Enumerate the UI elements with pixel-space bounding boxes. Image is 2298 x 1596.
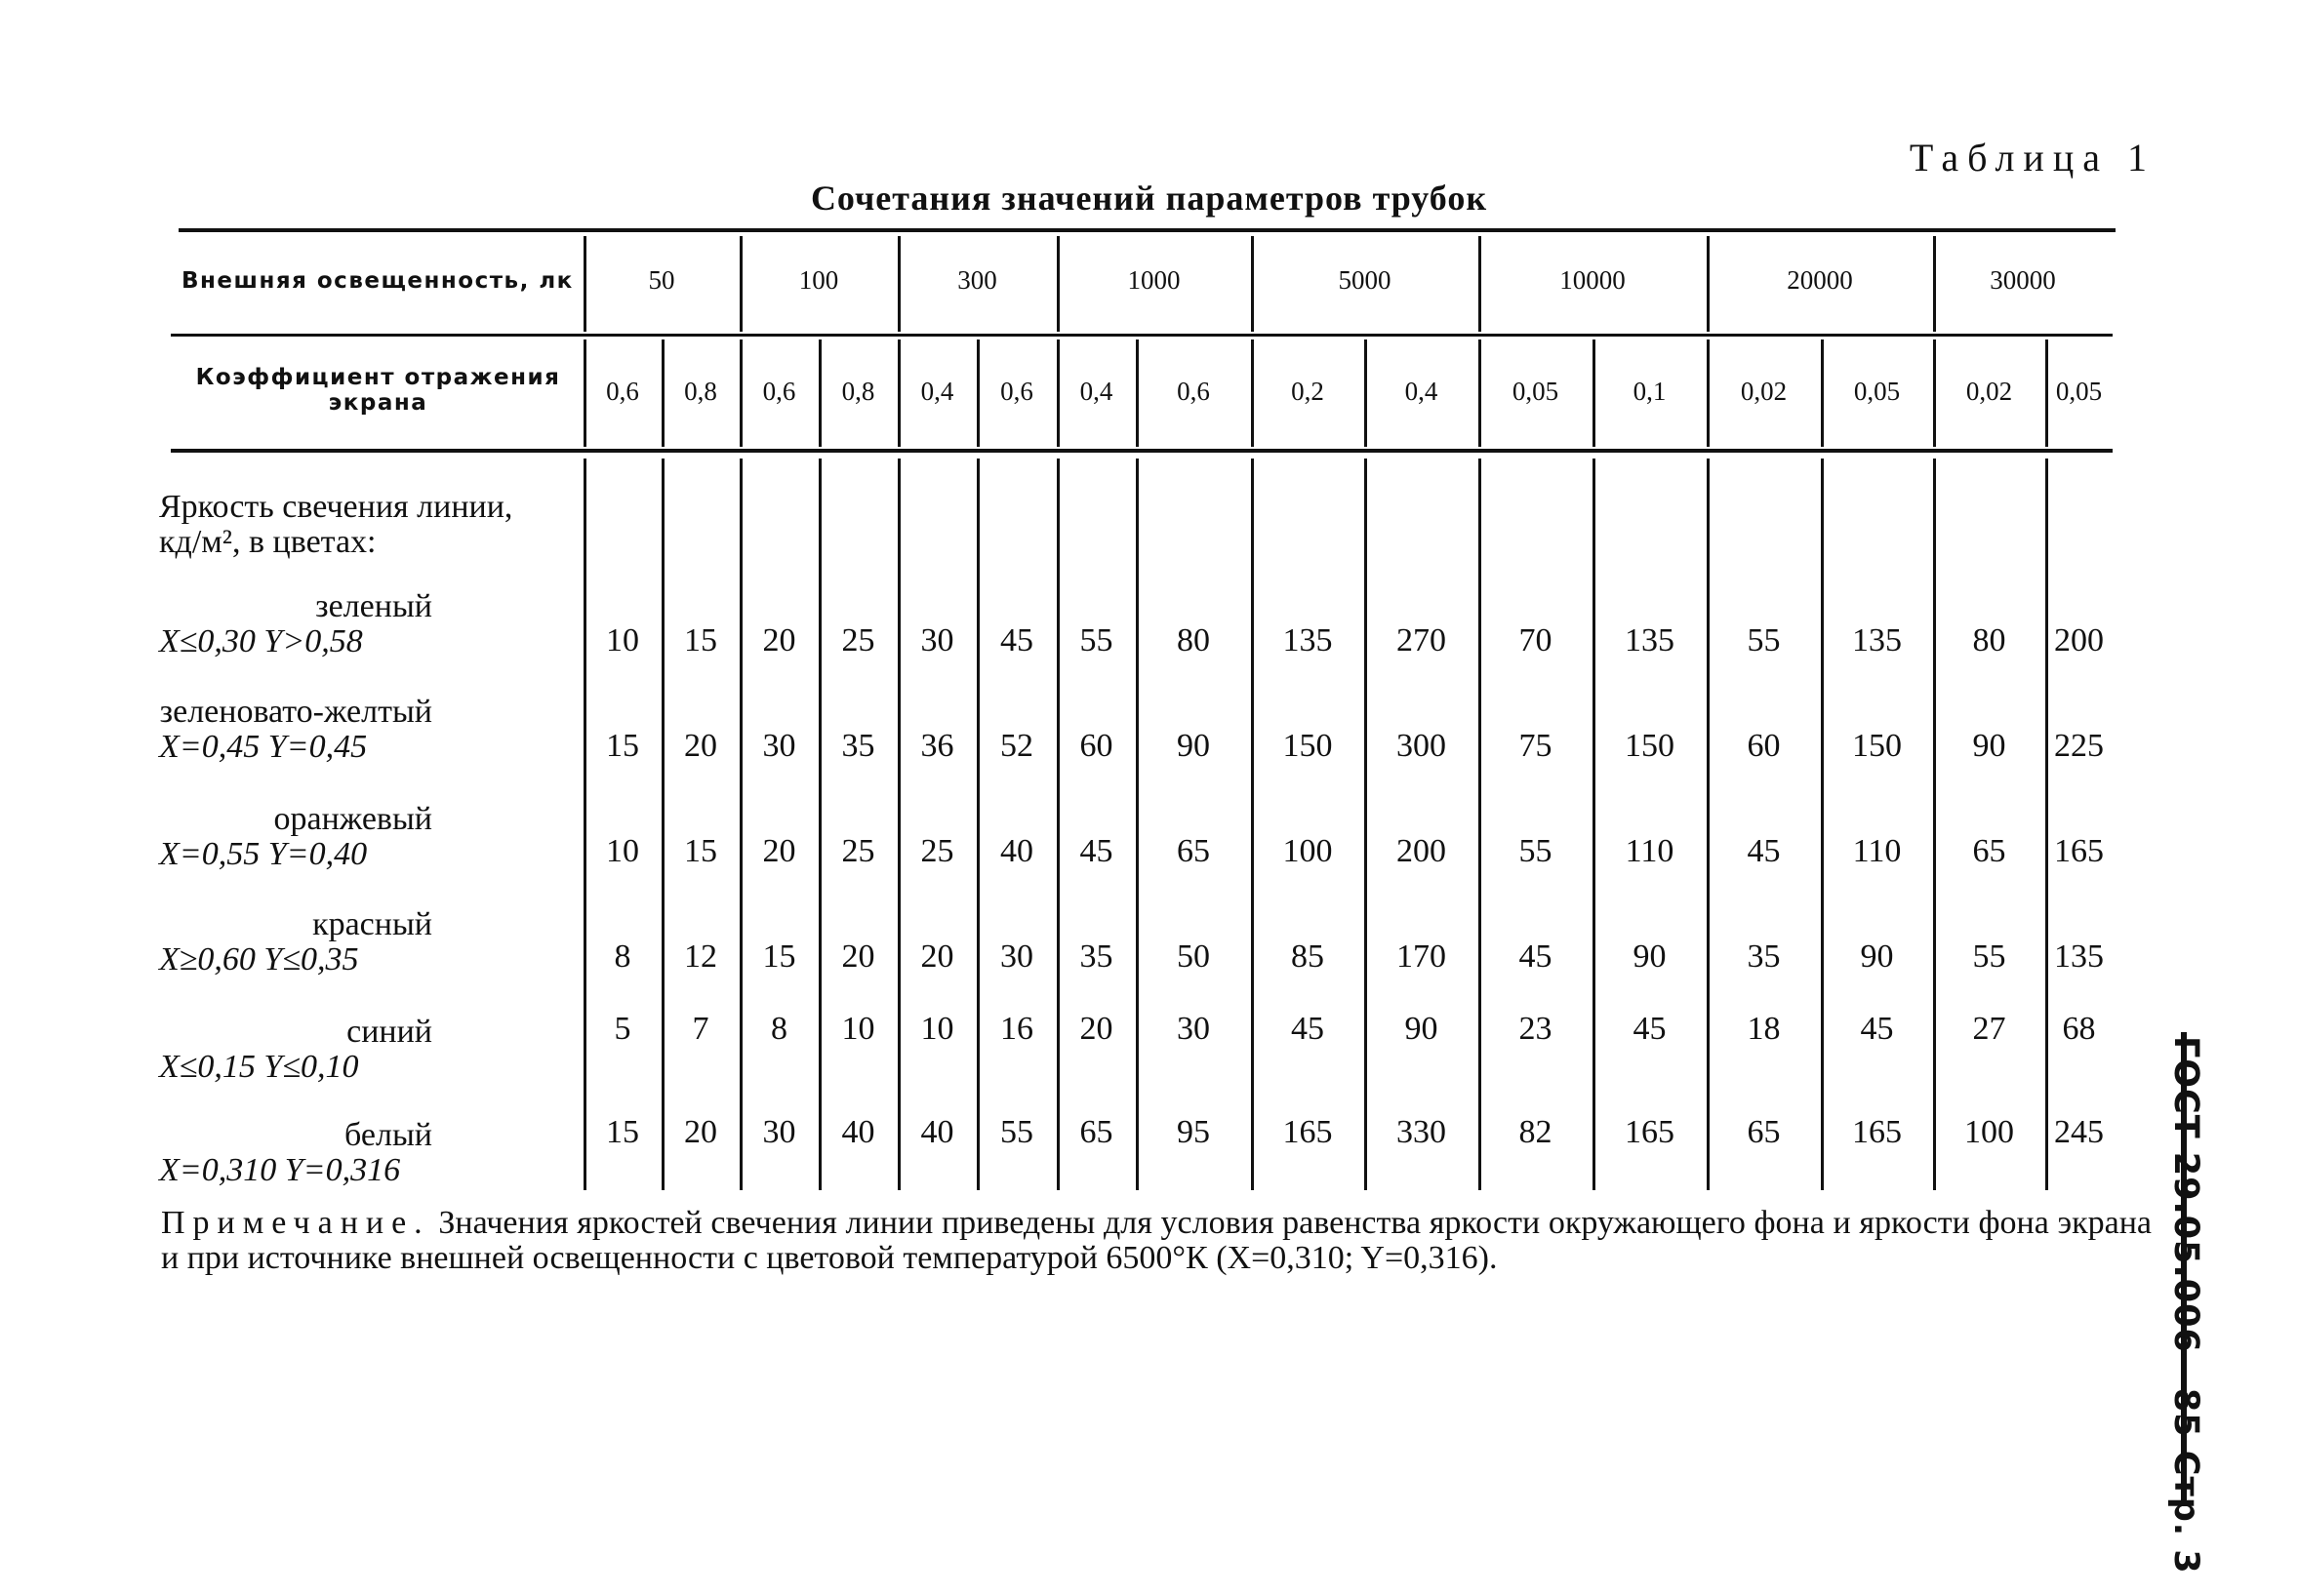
column-divider bbox=[1592, 459, 1595, 1190]
table-cell: 80 bbox=[1177, 622, 1210, 658]
table-cell: 55 bbox=[1000, 1114, 1033, 1150]
table-cell: 165 bbox=[1282, 1114, 1333, 1150]
table-cell: 45 bbox=[1747, 833, 1781, 869]
column-divider bbox=[1707, 459, 1710, 1190]
reflection-value: 0,8 bbox=[684, 377, 717, 406]
reflection-value: 0,4 bbox=[920, 377, 954, 406]
table-cell: 10 bbox=[606, 622, 639, 658]
reflection-value: 0,4 bbox=[1079, 377, 1113, 406]
group-rule bbox=[909, 334, 1045, 337]
note-head: Примечание. bbox=[161, 1205, 430, 1241]
column-divider bbox=[662, 459, 665, 1190]
table-cell: 8 bbox=[771, 1011, 787, 1047]
row-color-name: белый bbox=[344, 1117, 432, 1153]
table-cell: 82 bbox=[1518, 1114, 1552, 1150]
reflection-value: 0,05 bbox=[1853, 377, 1901, 406]
table-cell: 35 bbox=[841, 728, 875, 764]
column-divider bbox=[1251, 459, 1254, 1190]
table-cell: 110 bbox=[1625, 833, 1674, 869]
table-cell: 65 bbox=[1747, 1114, 1781, 1150]
table-cell: 10 bbox=[920, 1011, 954, 1047]
table-cell: 150 bbox=[1625, 728, 1674, 764]
table-cell: 20 bbox=[841, 938, 875, 975]
table-label: Таблица 1 bbox=[1909, 136, 2156, 180]
reflection-value: 0,4 bbox=[1404, 377, 1438, 406]
table-cell: 25 bbox=[920, 833, 954, 869]
table-cell: 7 bbox=[692, 1011, 709, 1047]
row-color-name: синий bbox=[346, 1014, 432, 1050]
reflection-label-line1: Коэффициент отражения bbox=[195, 365, 561, 390]
table-cell: 45 bbox=[1291, 1011, 1324, 1047]
table-cell: 15 bbox=[606, 728, 639, 764]
reflection-value: 0,2 bbox=[1291, 377, 1324, 406]
table-cell: 60 bbox=[1747, 728, 1781, 764]
table-cell: 20 bbox=[1079, 1011, 1113, 1047]
table-cell: 45 bbox=[1079, 833, 1113, 869]
table-cell: 225 bbox=[2054, 728, 2104, 764]
column-divider bbox=[1136, 459, 1139, 1190]
table-cell: 135 bbox=[2054, 938, 2104, 975]
table-cell: 55 bbox=[1518, 833, 1552, 869]
reflection-label-line2: экрана bbox=[328, 390, 428, 416]
table-cell: 12 bbox=[684, 938, 717, 975]
table-cell: 60 bbox=[1079, 728, 1113, 764]
row-color-name: оранжевый bbox=[273, 801, 432, 837]
table-cell: 27 bbox=[1972, 1011, 2006, 1047]
column-divider bbox=[819, 459, 822, 1190]
illumination-group: 100 bbox=[798, 265, 839, 295]
table-cell: 40 bbox=[841, 1114, 875, 1150]
table-cell: 52 bbox=[1000, 728, 1033, 764]
reflection-value: 0,6 bbox=[1177, 377, 1210, 406]
table-cell: 90 bbox=[1404, 1011, 1438, 1047]
table-cell: 20 bbox=[684, 728, 717, 764]
illumination-group: 30000 bbox=[1990, 265, 2056, 295]
table-cell: 100 bbox=[1964, 1114, 2014, 1150]
table-cell: 150 bbox=[1282, 728, 1333, 764]
table-title: Сочетания значений параметров трубок bbox=[810, 179, 1488, 218]
illumination-label: Внешняя освещенность, лк bbox=[181, 268, 574, 294]
table-cell: 45 bbox=[1860, 1011, 1894, 1047]
body-heading-line1: Яркость свечения линии, bbox=[159, 489, 513, 525]
table-cell: 45 bbox=[1518, 938, 1552, 975]
table-cell: 135 bbox=[1852, 622, 1902, 658]
table-cell: 300 bbox=[1396, 728, 1446, 764]
reflection-value: 0,05 bbox=[1512, 377, 1559, 406]
table-cell: 45 bbox=[1633, 1011, 1667, 1047]
document-side-label: ГОСТ 29.05.006—85 Стр. 3 bbox=[2166, 1036, 2205, 1575]
illumination-group: 50 bbox=[648, 265, 675, 295]
table-cell: 80 bbox=[1972, 622, 2006, 658]
reflection-value: 0,6 bbox=[606, 377, 639, 406]
table-cell: 65 bbox=[1972, 833, 2006, 869]
table-cell: 90 bbox=[1177, 728, 1210, 764]
table-cell: 23 bbox=[1518, 1011, 1552, 1047]
table-cell: 18 bbox=[1747, 1011, 1781, 1047]
table-cell: 40 bbox=[920, 1114, 954, 1150]
table-cell: 65 bbox=[1079, 1114, 1113, 1150]
table-cell: 10 bbox=[841, 1011, 875, 1047]
column-divider bbox=[1821, 459, 1824, 1190]
column-divider bbox=[898, 459, 901, 1190]
reflection-value: 0,02 bbox=[1965, 377, 2013, 406]
column-divider bbox=[1364, 459, 1367, 1190]
body-heading-line2: кд/м², в цветах: bbox=[159, 524, 377, 560]
table-cell: 30 bbox=[1000, 938, 1033, 975]
group-rule bbox=[595, 334, 728, 337]
table-cell: 5 bbox=[614, 1011, 631, 1047]
table-cell: 15 bbox=[762, 938, 796, 975]
column-divider bbox=[740, 459, 743, 1190]
table-cell: 20 bbox=[920, 938, 954, 975]
table-cell: 135 bbox=[1625, 622, 1674, 658]
table-cell: 16 bbox=[1000, 1011, 1033, 1047]
table-cell: 55 bbox=[1747, 622, 1781, 658]
table-cell: 245 bbox=[2054, 1114, 2104, 1150]
row-coordinates: X≤0,30 Y>0,58 bbox=[159, 623, 363, 659]
table-cell: 70 bbox=[1518, 622, 1552, 658]
reflection-value: 0,8 bbox=[841, 377, 875, 406]
table-cell: 165 bbox=[1852, 1114, 1902, 1150]
table-cell: 30 bbox=[1177, 1011, 1210, 1047]
illumination-group: 20000 bbox=[1787, 265, 1853, 295]
column-divider bbox=[1478, 459, 1481, 1190]
row-coordinates: X≤0,15 Y≤0,10 bbox=[159, 1049, 359, 1085]
table-cell: 330 bbox=[1396, 1114, 1446, 1150]
table-cell: 15 bbox=[684, 622, 717, 658]
table-cell: 25 bbox=[841, 833, 875, 869]
row-color-name: зеленый bbox=[315, 588, 432, 624]
row-color-name: красный bbox=[312, 906, 432, 942]
reflection-value: 0,1 bbox=[1633, 377, 1667, 406]
table-cell: 8 bbox=[614, 938, 631, 975]
table-cell: 30 bbox=[920, 622, 954, 658]
table-cell: 110 bbox=[1852, 833, 1902, 869]
group-rule bbox=[1718, 334, 1921, 337]
table-cell: 165 bbox=[1625, 1114, 1674, 1150]
group-rule bbox=[1490, 334, 1695, 337]
row-coordinates: X≥0,60 Y≤0,35 bbox=[159, 941, 359, 978]
reflection-value: 0,05 bbox=[2055, 377, 2103, 406]
table-cell: 135 bbox=[1282, 622, 1333, 658]
column-divider bbox=[977, 459, 980, 1190]
illumination-group: 5000 bbox=[1338, 265, 1391, 295]
table-note bbox=[161, 1206, 2152, 1276]
table-cell: 90 bbox=[1860, 938, 1894, 975]
table-cell: 68 bbox=[2062, 1011, 2096, 1047]
table-cell: 55 bbox=[1079, 622, 1113, 658]
table-cell: 20 bbox=[762, 833, 796, 869]
illumination-group: 10000 bbox=[1559, 265, 1626, 295]
table-cell: 45 bbox=[1000, 622, 1033, 658]
header-rule-2 bbox=[171, 449, 2113, 453]
illumination-group: 300 bbox=[957, 265, 997, 295]
table-cell: 25 bbox=[841, 622, 875, 658]
table-cell: 35 bbox=[1079, 938, 1113, 975]
column-divider bbox=[1057, 459, 1060, 1190]
table-cell: 270 bbox=[1396, 622, 1446, 658]
table-cell: 15 bbox=[606, 1114, 639, 1150]
table-top-rule bbox=[179, 228, 2116, 232]
table-cell: 100 bbox=[1282, 833, 1333, 869]
table-cell: 85 bbox=[1291, 938, 1324, 975]
group-rule bbox=[1263, 334, 1467, 337]
illumination-group: 1000 bbox=[1127, 265, 1181, 295]
reflection-value: 0,6 bbox=[762, 377, 796, 406]
table-cell: 165 bbox=[2054, 833, 2104, 869]
table-cell: 30 bbox=[762, 1114, 796, 1150]
reflection-value: 0,02 bbox=[1740, 377, 1788, 406]
table-cell: 50 bbox=[1177, 938, 1210, 975]
group-rule bbox=[1068, 334, 1239, 337]
table-cell: 10 bbox=[606, 833, 639, 869]
table-cell: 150 bbox=[1852, 728, 1902, 764]
table-cell: 95 bbox=[1177, 1114, 1210, 1150]
table-cell: 15 bbox=[684, 833, 717, 869]
table-cell: 200 bbox=[2054, 622, 2104, 658]
row-coordinates: X=0,55 Y=0,40 bbox=[159, 836, 368, 872]
group-rule bbox=[751, 334, 886, 337]
table-cell: 20 bbox=[762, 622, 796, 658]
column-divider bbox=[584, 459, 586, 1190]
row-color-name: зеленовато-желтый bbox=[159, 694, 432, 730]
table-cell: 20 bbox=[684, 1114, 717, 1150]
table-cell: 200 bbox=[1396, 833, 1446, 869]
group-rule bbox=[1945, 334, 2101, 337]
table-cell: 90 bbox=[1972, 728, 2006, 764]
table-cell: 75 bbox=[1518, 728, 1552, 764]
table-cell: 65 bbox=[1177, 833, 1210, 869]
column-divider bbox=[2045, 459, 2048, 1190]
table-cell: 90 bbox=[1633, 938, 1667, 975]
reflection-value: 0,6 bbox=[1000, 377, 1033, 406]
note-text: Значения яркостей свечения линии приведены для условия равенства яркости окружающего фона и яркости фона экрана и при источнике внешней освещенности с цветовой температурой 6500°К (X=0,310; Y=0,316). bbox=[161, 1205, 2152, 1276]
table-cell: 30 bbox=[762, 728, 796, 764]
row-coordinates: X=0,310 Y=0,316 bbox=[159, 1152, 401, 1188]
column-divider bbox=[1933, 459, 1936, 1190]
table-cell: 36 bbox=[920, 728, 954, 764]
table-cell: 170 bbox=[1396, 938, 1446, 975]
row-coordinates: X=0,45 Y=0,45 bbox=[159, 729, 368, 765]
table-cell: 40 bbox=[1000, 833, 1033, 869]
table-cell: 55 bbox=[1972, 938, 2006, 975]
table-cell: 35 bbox=[1747, 938, 1781, 975]
